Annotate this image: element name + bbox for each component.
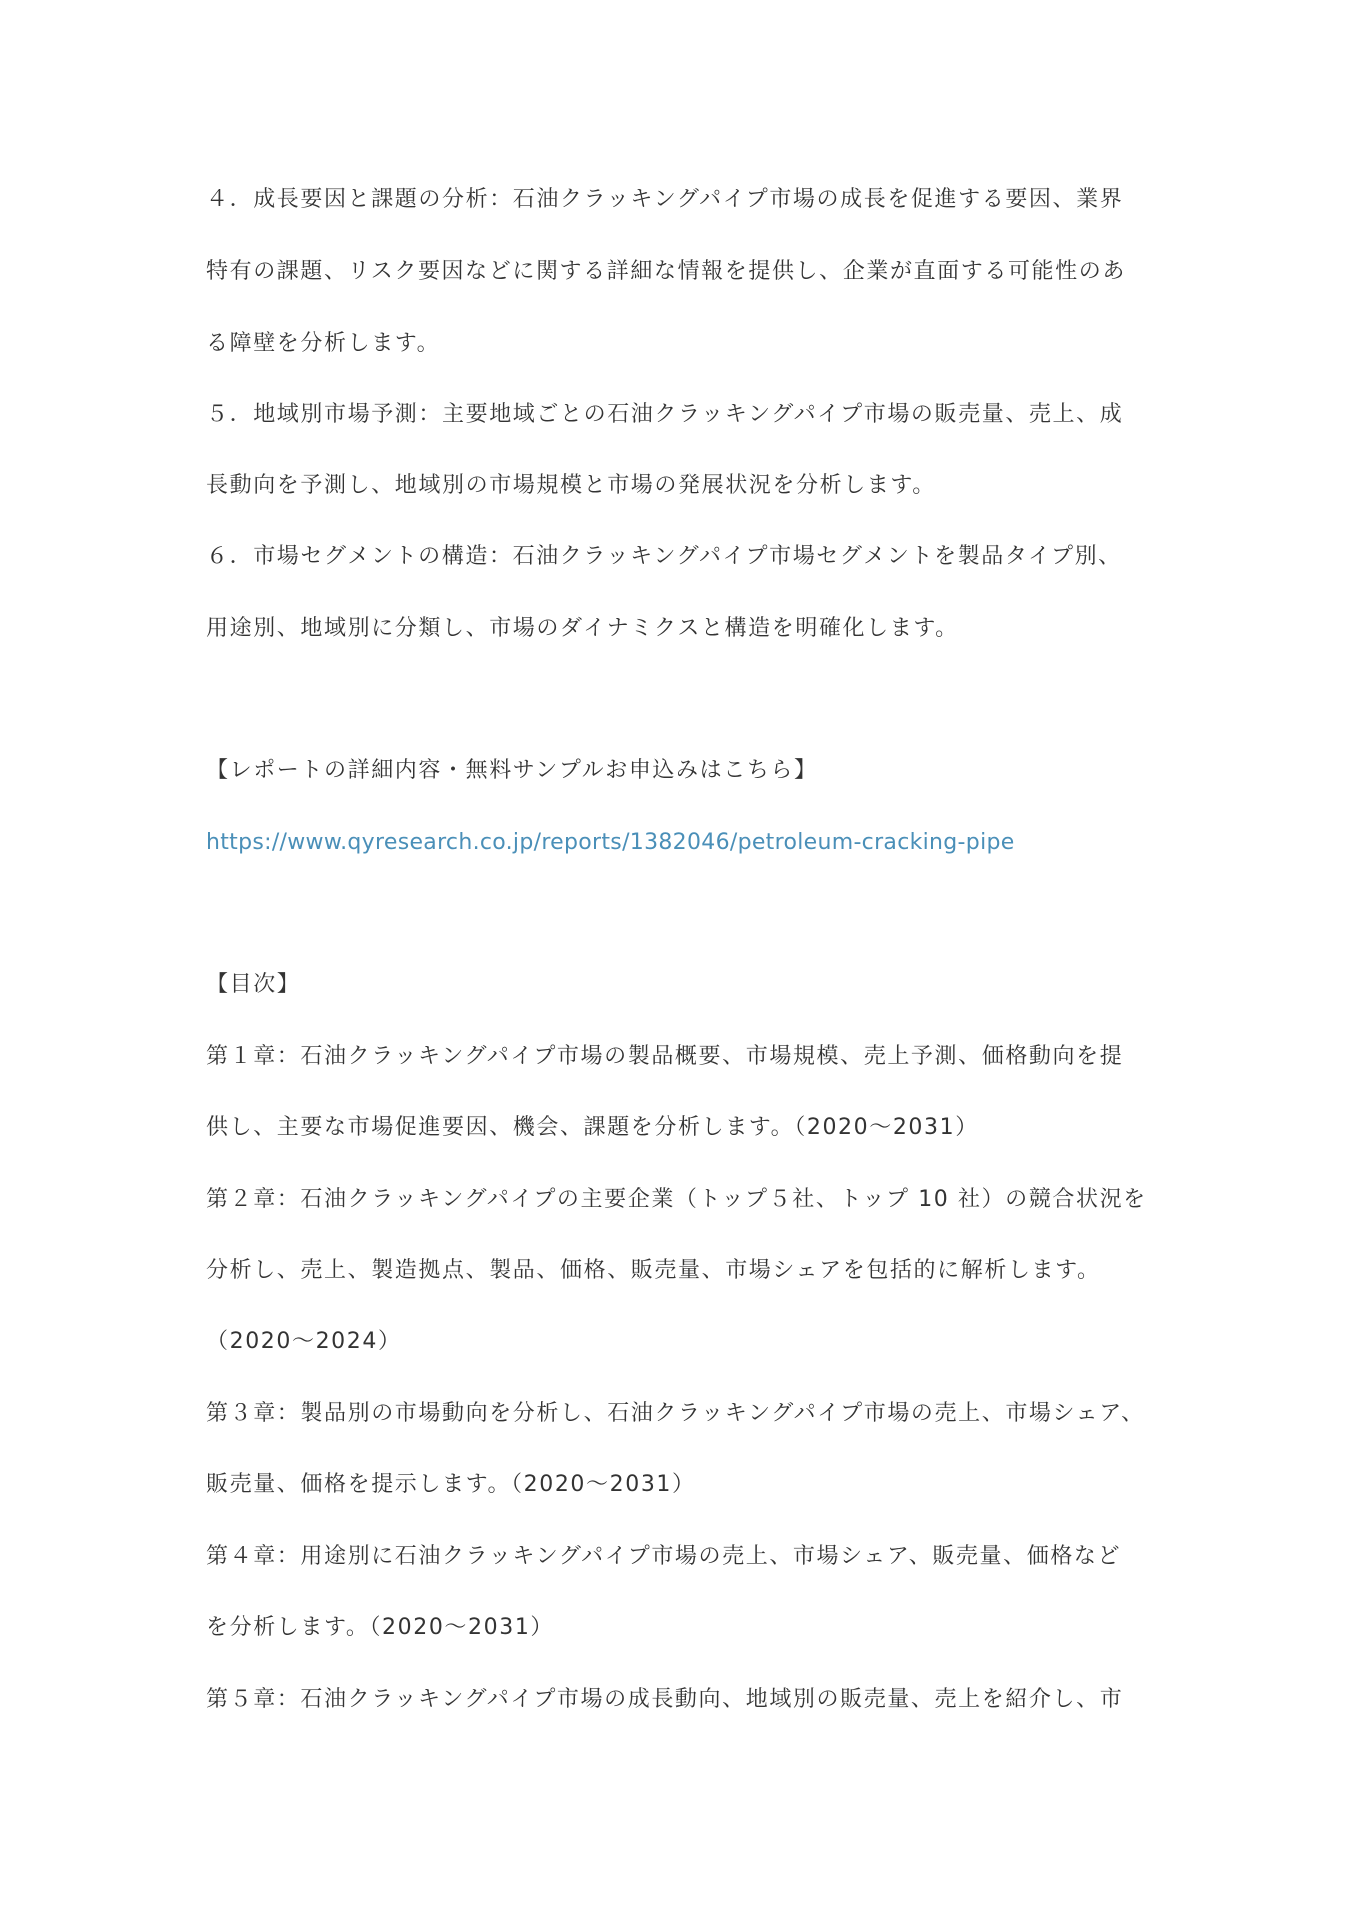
section-6-line-1: ６．市場セグメントの構造：石油クラッキングパイプ市場セグメントを製品タイプ別、 xyxy=(206,544,1122,569)
section-5-line-1: ５．地域別市場予測：主要地域ごとの石油クラッキングパイプ市場の販売量、売上、成 xyxy=(206,402,1124,427)
section-4-line-1: ４．成長要因と課題の分析：石油クラッキングパイプ市場の成長を促進する要因、業界 xyxy=(206,187,1124,212)
chapter-4-line-2: を分析します。（2020～2031） xyxy=(206,1615,555,1640)
section-4-line-2: 特有の課題、リスク要因などに関する詳細な情報を提供し、企業が直面する可能性のあ xyxy=(206,259,1126,284)
section-4-line-3: る障壁を分析します。 xyxy=(206,331,441,356)
chapter-3-line-2: 販売量、価格を提示します。（2020～2031） xyxy=(206,1472,696,1497)
chapter-4-line-1: 第４章：用途別に石油クラッキングパイプ市場の売上、市場シェア、販売量、価格など xyxy=(206,1544,1122,1569)
toc-heading: 【目次】 xyxy=(206,972,301,997)
section-6-line-2: 用途別、地域別に分類し、市場のダイナミクスと構造を明確化します。 xyxy=(206,616,959,641)
chapter-1-line-2: 供し、主要な市場促進要因、機会、課題を分析します。（2020～2031） xyxy=(206,1115,979,1140)
chapter-2-line-3: （2020～2024） xyxy=(206,1329,402,1354)
chapter-2-line-1: 第２章：石油クラッキングパイプの主要企業（トップ５社、トップ 10 社）の競合状況を xyxy=(206,1187,1147,1212)
chapter-2-line-2: 分析し、売上、製造拠点、製品、価格、販売量、市場シェアを包括的に解析します。 xyxy=(206,1258,1101,1283)
chapter-5-line-1: 第５章：石油クラッキングパイプ市場の成長動向、地域別の販売量、売上を紹介し、市 xyxy=(206,1687,1124,1712)
chapter-3-line-1: 第３章：製品別の市場動向を分析し、石油クラッキングパイプ市場の売上、市場シェア、 xyxy=(206,1401,1145,1426)
report-details-heading: 【レポートの詳細内容・無料サンプルお申込みはこちら】 xyxy=(206,758,818,783)
chapter-1-line-1: 第１章：石油クラッキングパイプ市場の製品概要、市場規模、売上予測、価格動向を提 xyxy=(206,1044,1124,1069)
report-link[interactable]: https://www.qyresearch.co.jp/reports/1382046/petroleum-cracking-pipe xyxy=(206,830,1015,855)
section-5-line-2: 長動向を予測し、地域別の市場規模と市場の発展状況を分析します。 xyxy=(206,473,936,498)
